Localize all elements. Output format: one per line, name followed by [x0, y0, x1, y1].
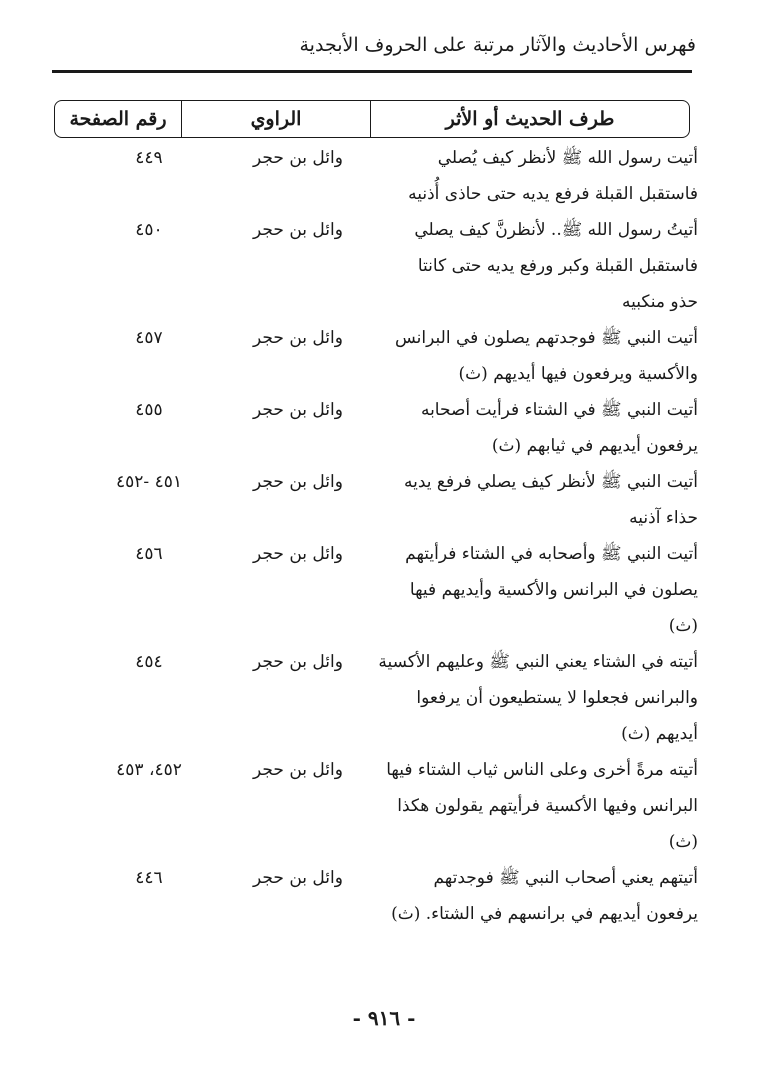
page-reference: ٤٥٧ — [135, 328, 163, 348]
hadith-line: (ث) — [668, 616, 698, 636]
page-reference: ٤٤٦ — [135, 868, 163, 888]
narrator-name: وائل بن حجر — [253, 148, 343, 168]
page-number: - ٩١٦ - — [352, 1006, 416, 1030]
hadith-line: فاستقبل القبلة وكبر ورفع يديه حتى كانتا — [417, 256, 698, 276]
hadith-line: حذو منكبيه — [621, 292, 698, 312]
hadith-line: يصلون في البرانس والأكسية وأيديهم فيها — [409, 580, 698, 600]
hadith-line: والأكسية ويرفعون فيها أيديهم (ث) — [458, 364, 698, 384]
narrator-name: وائل بن حجر — [253, 652, 343, 672]
index-entry — [54, 644, 698, 752]
hadith-line: أتيتُ رسول الله ﷺ.. لأنظرنَّ كيف يصلي — [414, 220, 698, 240]
index-entry — [54, 536, 698, 644]
hadith-line: أتيت النبي ﷺ لأنظر كيف يصلي فرفع يديه — [404, 472, 698, 492]
column-header-narrator: الراوي — [181, 101, 370, 137]
page-reference: ٤٥٤ — [135, 652, 163, 672]
column-header-page: رقم الصفحة — [69, 108, 167, 130]
hadith-text — [378, 860, 698, 932]
hadith-text — [378, 320, 698, 392]
page-reference: ٤٥٦ — [135, 544, 163, 564]
page-reference: ٤٥٢، ٤٥٣ — [116, 760, 182, 780]
hadith-line: يرفعون أيديهم في برانسهم في الشتاء. (ث) — [391, 904, 698, 924]
hadith-line: حذاء آذنيه — [629, 508, 698, 528]
hadith-line: البرانس وفيها الأكسية فرأيتهم يقولون هكذا — [397, 796, 698, 816]
page-reference: ٤٥٠ — [135, 220, 163, 240]
page-reference: ٤٥١ -٤٥٢ — [116, 472, 182, 492]
hadith-line: أتيته مرةً أخرى وعلى الناس ثياب الشتاء فيها — [386, 760, 698, 780]
narrator-name: وائل بن حجر — [253, 400, 343, 420]
hadith-text — [378, 140, 698, 212]
index-entry — [54, 392, 698, 464]
index-entry — [54, 752, 698, 860]
hadith-text — [378, 536, 698, 644]
column-header-hadith: طرف الحديث أو الأثر — [370, 101, 689, 137]
hadith-text — [378, 644, 698, 752]
page-reference: ٤٤٩ — [135, 148, 163, 168]
narrator-name: وائل بن حجر — [253, 220, 343, 240]
hadith-line: أيديهم (ث) — [621, 724, 698, 744]
running-header: فهرس الأحاديث والآثار مرتبة على الحروف الأبجدية — [299, 34, 696, 56]
hadith-line: والبرانس فجعلوا لا يستطيعون أن يرفعوا — [416, 688, 698, 708]
narrator-name: وائل بن حجر — [253, 472, 343, 492]
index-entry — [54, 464, 698, 536]
narrator-name: وائل بن حجر — [253, 544, 343, 564]
narrator-name: وائل بن حجر — [253, 868, 343, 888]
hadith-line: أتيت النبي ﷺ في الشتاء فرأيت أصحابه — [420, 400, 698, 420]
index-entry — [54, 212, 698, 320]
hadith-line: فاستقبل القبلة فرفع يديه حتى حاذى أُذنيه — [408, 184, 698, 204]
hadith-line: يرفعون أيديهم في ثيابهم (ث) — [491, 436, 698, 456]
hadith-text — [378, 212, 698, 320]
hadith-line: أتيت النبي ﷺ فوجدتهم يصلون في البرانس — [395, 328, 698, 348]
hadith-line: أتيتهم يعني أصحاب النبي ﷺ فوجدتهم — [433, 868, 698, 888]
hadith-text — [378, 464, 698, 536]
column-header-row — [54, 100, 690, 138]
entries-list — [54, 140, 698, 932]
hadith-line: أتيت النبي ﷺ وأصحابه في الشتاء فرأيتهم — [405, 544, 698, 564]
index-entry — [54, 140, 698, 212]
hadith-line: (ث) — [668, 832, 698, 852]
hadith-text — [378, 752, 698, 860]
page-reference: ٤٥٥ — [135, 400, 163, 420]
hadith-line: أتيت رسول الله ﷺ لأنظر كيف يُصلي — [437, 148, 698, 168]
index-entry — [54, 860, 698, 932]
narrator-name: وائل بن حجر — [253, 760, 343, 780]
hadith-line: أتيته في الشتاء يعني النبي ﷺ وعليهم الأكسية — [378, 652, 698, 672]
header-rule — [52, 70, 692, 73]
narrator-name: وائل بن حجر — [253, 328, 343, 348]
hadith-text — [378, 392, 698, 464]
index-entry — [54, 320, 698, 392]
